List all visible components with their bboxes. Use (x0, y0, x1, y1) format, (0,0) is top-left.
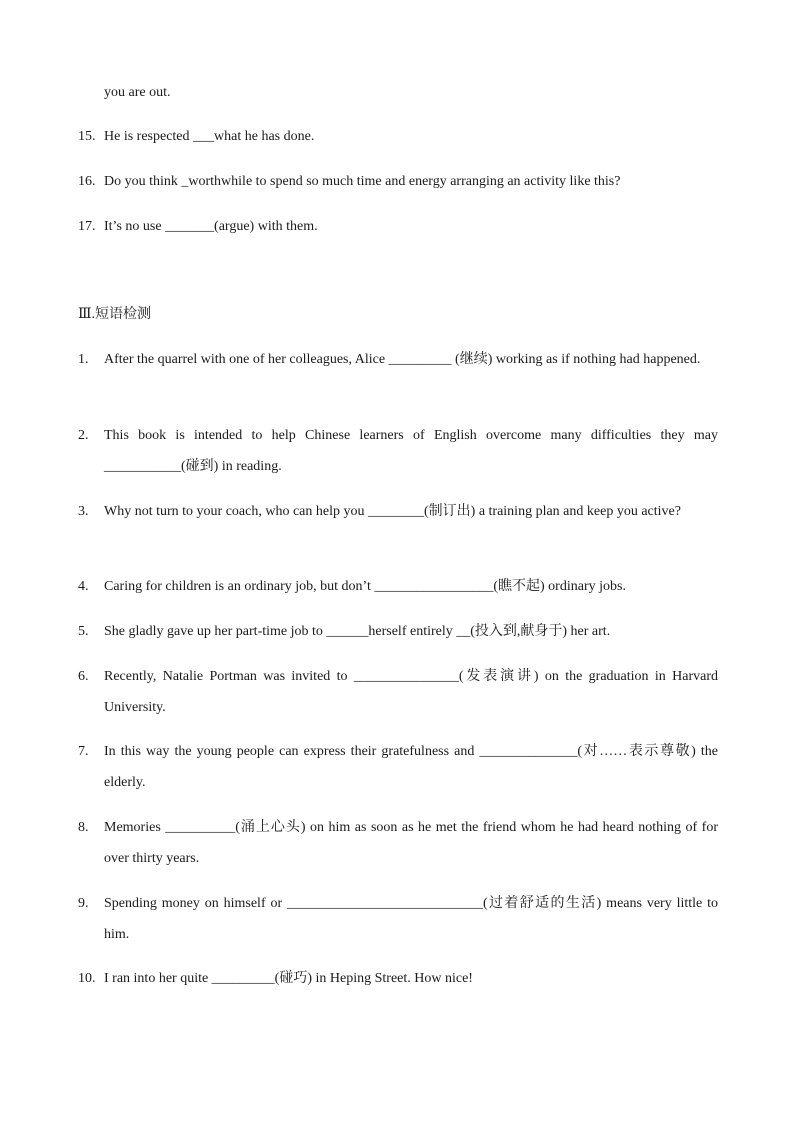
question-number: 10. (78, 971, 96, 986)
phrase-question-5 (78, 616, 718, 647)
question-text: Recently, Natalie Portman was invited to _______________(发表演讲) on the graduation in Harvard University. (104, 669, 718, 715)
question-text: He is respected ___what he has done. (104, 129, 315, 144)
question-number: 3. (78, 504, 89, 519)
question-text: It’s no use _______(argue) with them. (104, 219, 318, 234)
question-text: Caring for children is an ordinary job, but don’t _________________(瞧不起) ordinary jobs. (104, 579, 626, 594)
question-text: Do you think _worthwhile to spend so much time and energy arranging an activity like this? (104, 174, 621, 189)
continued-line: you are out. (104, 85, 171, 100)
phrase-question-6 (78, 661, 718, 723)
question-number: 1. (78, 352, 89, 367)
phrase-question-10 (78, 963, 718, 994)
question-number: 8. (78, 820, 89, 835)
phrase-question-2 (78, 420, 718, 482)
question-number: 7. (78, 744, 89, 759)
phrase-question-9 (78, 888, 718, 950)
question-text: I ran into her quite _________(碰巧) in Heping Street. How nice! (104, 971, 473, 986)
question-text: This book is intended to help Chinese learners of English overcome many difficulties they may ___________(碰到) in reading. (104, 428, 718, 474)
question-text: In this way the young people can express their gratefulness and ______________(对……表示尊敬) the elderly. (104, 744, 718, 790)
question-number: 6. (78, 669, 89, 684)
question-text: Memories __________(涌上心头) on him as soon as he met the friend whom he had heard nothing of for over thirty years. (104, 820, 718, 866)
question-number: 15. (78, 129, 96, 144)
question-15 (78, 121, 718, 152)
question-number: 16. (78, 174, 96, 189)
question-17 (78, 211, 718, 242)
phrase-question-1 (78, 344, 718, 375)
phrase-question-3 (78, 496, 718, 527)
question-number: 4. (78, 579, 89, 594)
question-number: 5. (78, 624, 89, 639)
phrase-question-4 (78, 571, 718, 602)
question-text: She gladly gave up her part-time job to ______herself entirely __(投入到,献身于) her art. (104, 624, 611, 639)
phrase-question-7 (78, 736, 718, 798)
question-text: Why not turn to your coach, who can help you ________(制订出) a training plan and keep you active? (104, 504, 681, 519)
section-title: Ⅲ.短语检测 (78, 307, 152, 322)
question-16 (78, 166, 718, 197)
question-text: Spending money on himself or ____________________________(过着舒适的生活) means very little to him. (104, 896, 718, 942)
question-number: 9. (78, 896, 89, 911)
question-text: After the quarrel with one of her colleagues, Alice _________ (继续) working as if nothing had happened. (104, 352, 701, 367)
question-number: 17. (78, 219, 96, 234)
question-number: 2. (78, 428, 89, 443)
phrase-question-8 (78, 812, 718, 874)
